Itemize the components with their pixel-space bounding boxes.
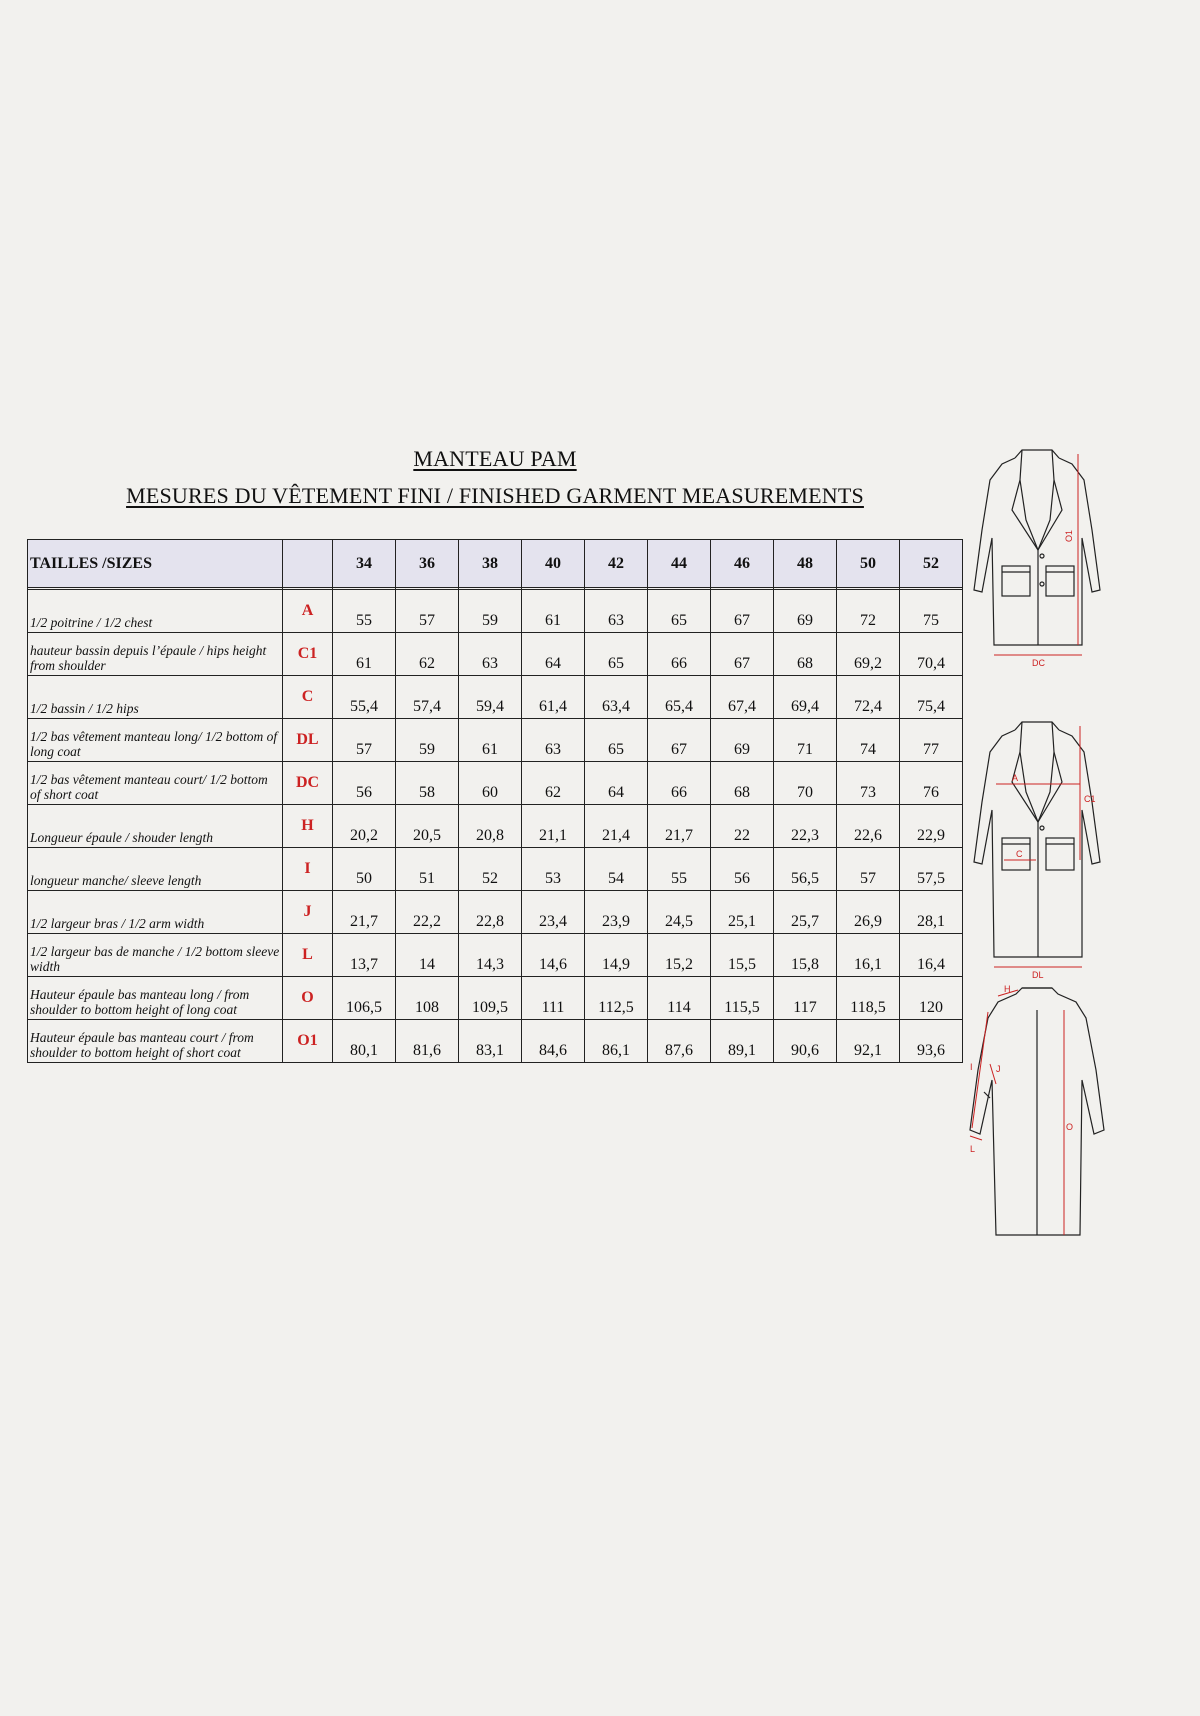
measurement-value: 59 bbox=[459, 590, 522, 633]
measurement-value: 22,6 bbox=[837, 805, 900, 848]
table-row bbox=[28, 676, 963, 719]
measurement-value: 61 bbox=[459, 719, 522, 762]
measurement-value: 14,9 bbox=[585, 934, 648, 977]
table-row bbox=[28, 1020, 963, 1063]
measurement-value: 70,4 bbox=[900, 633, 963, 676]
measurement-value: 22,9 bbox=[900, 805, 963, 848]
measurement-value: 83,1 bbox=[459, 1020, 522, 1063]
size-header: 46 bbox=[711, 540, 774, 588]
measurement-value: 120 bbox=[900, 977, 963, 1020]
measurement-value: 16,1 bbox=[837, 934, 900, 977]
size-header-row bbox=[28, 540, 963, 588]
measurement-label: 1/2 poitrine / 1/2 chest bbox=[28, 590, 283, 633]
measurement-value: 92,1 bbox=[837, 1020, 900, 1063]
measurement-value: 61 bbox=[333, 633, 396, 676]
measurement-value: 74 bbox=[837, 719, 900, 762]
measurement-value: 61,4 bbox=[522, 676, 585, 719]
measurement-value: 56 bbox=[333, 762, 396, 805]
i-measure-label: I bbox=[970, 1062, 973, 1072]
measurement-label: Hauteur épaule bas manteau long / from shoulder to bottom height of long coat bbox=[28, 977, 283, 1020]
measurement-label: Longueur épaule / shouder length bbox=[28, 805, 283, 848]
short-coat-front-diagram bbox=[960, 440, 1130, 675]
sizes-corner-label: TAILLES /SIZES bbox=[28, 540, 283, 588]
measurement-value: 22,3 bbox=[774, 805, 837, 848]
measurement-value: 21,7 bbox=[648, 805, 711, 848]
measurement-value: 15,5 bbox=[711, 934, 774, 977]
o-measure-label: O bbox=[1066, 1122, 1074, 1132]
table-row bbox=[28, 719, 963, 762]
table-row bbox=[28, 633, 963, 676]
measurement-label: 1/2 largeur bas de manche / 1/2 bottom sleeve width bbox=[28, 934, 283, 977]
measurement-value: 25,7 bbox=[774, 891, 837, 934]
measurement-value: 63 bbox=[585, 590, 648, 633]
measurement-value: 108 bbox=[396, 977, 459, 1020]
measurement-value: 53 bbox=[522, 848, 585, 891]
measurement-value: 14,6 bbox=[522, 934, 585, 977]
measurement-value: 25,1 bbox=[711, 891, 774, 934]
measurement-value: 118,5 bbox=[837, 977, 900, 1020]
size-header: 52 bbox=[900, 540, 963, 588]
measurement-value: 60 bbox=[459, 762, 522, 805]
measurement-value: 24,5 bbox=[648, 891, 711, 934]
size-header: 36 bbox=[396, 540, 459, 588]
measurement-value: 15,2 bbox=[648, 934, 711, 977]
page-title: MANTEAU PAM bbox=[413, 446, 577, 471]
size-chart-body bbox=[28, 588, 963, 1063]
size-header: 44 bbox=[648, 540, 711, 588]
measurement-value: 59 bbox=[396, 719, 459, 762]
o1-measure-label: O1 bbox=[1064, 529, 1074, 542]
measurement-value: 80,1 bbox=[333, 1020, 396, 1063]
measurement-value: 67 bbox=[648, 719, 711, 762]
measurement-code: C bbox=[283, 676, 333, 719]
measurement-value: 70 bbox=[774, 762, 837, 805]
measurement-value: 68 bbox=[711, 762, 774, 805]
measurement-value: 114 bbox=[648, 977, 711, 1020]
measurement-value: 57 bbox=[837, 848, 900, 891]
measurement-value: 16,4 bbox=[900, 934, 963, 977]
measurement-code: C1 bbox=[283, 633, 333, 676]
table-row bbox=[28, 590, 963, 633]
measurement-label: 1/2 bas vêtement manteau court/ 1/2 bottom of short coat bbox=[28, 762, 283, 805]
table-row bbox=[28, 762, 963, 805]
measurement-value: 72 bbox=[837, 590, 900, 633]
measurement-value: 117 bbox=[774, 977, 837, 1020]
measurement-value: 62 bbox=[396, 633, 459, 676]
measurement-value: 69 bbox=[774, 590, 837, 633]
a-measure-label: A bbox=[1012, 773, 1019, 783]
measurement-value: 21,4 bbox=[585, 805, 648, 848]
measurement-label: 1/2 bassin / 1/2 hips bbox=[28, 676, 283, 719]
measurement-value: 28,1 bbox=[900, 891, 963, 934]
measurement-value: 15,8 bbox=[774, 934, 837, 977]
measurement-value: 65 bbox=[648, 590, 711, 633]
table-row bbox=[28, 934, 963, 977]
c1-measure-label: C1 bbox=[1084, 794, 1096, 804]
measurement-value: 21,7 bbox=[333, 891, 396, 934]
measurement-value: 56 bbox=[711, 848, 774, 891]
dc-measure-label: DC bbox=[1032, 658, 1045, 668]
long-coat-front-diagram bbox=[960, 712, 1130, 987]
measurement-value: 65 bbox=[585, 633, 648, 676]
measurement-code: O1 bbox=[283, 1020, 333, 1063]
page-subtitle: MESURES DU VÊTEMENT FINI / FINISHED GARMENT MEASUREMENTS bbox=[126, 483, 864, 508]
measurement-value: 68 bbox=[774, 633, 837, 676]
measurement-value: 67 bbox=[711, 590, 774, 633]
measurement-value: 65,4 bbox=[648, 676, 711, 719]
size-header: 40 bbox=[522, 540, 585, 588]
size-header: 50 bbox=[837, 540, 900, 588]
measurement-value: 115,5 bbox=[711, 977, 774, 1020]
measurement-value: 14,3 bbox=[459, 934, 522, 977]
measurement-value: 66 bbox=[648, 762, 711, 805]
measurement-value: 22,8 bbox=[459, 891, 522, 934]
measurement-value: 51 bbox=[396, 848, 459, 891]
measurement-label: longueur manche/ sleeve length bbox=[28, 848, 283, 891]
h-measure-label: H bbox=[1004, 984, 1011, 994]
measurement-value: 106,5 bbox=[333, 977, 396, 1020]
measurement-code: I bbox=[283, 848, 333, 891]
measurement-value: 65 bbox=[585, 719, 648, 762]
measurement-value: 22 bbox=[711, 805, 774, 848]
measurement-value: 84,6 bbox=[522, 1020, 585, 1063]
measurement-value: 62 bbox=[522, 762, 585, 805]
measurement-value: 67,4 bbox=[711, 676, 774, 719]
measurement-value: 54 bbox=[585, 848, 648, 891]
measurement-value: 63,4 bbox=[585, 676, 648, 719]
measurement-value: 67 bbox=[711, 633, 774, 676]
measurement-value: 69,2 bbox=[837, 633, 900, 676]
size-header: 38 bbox=[459, 540, 522, 588]
measurement-value: 61 bbox=[522, 590, 585, 633]
measurement-value: 55 bbox=[648, 848, 711, 891]
measurement-label: 1/2 bas vêtement manteau long/ 1/2 bottom of long coat bbox=[28, 719, 283, 762]
measurement-code: J bbox=[283, 891, 333, 934]
measurement-value: 63 bbox=[522, 719, 585, 762]
measurement-value: 112,5 bbox=[585, 977, 648, 1020]
measurement-value: 86,1 bbox=[585, 1020, 648, 1063]
measurement-value: 20,8 bbox=[459, 805, 522, 848]
table-row bbox=[28, 848, 963, 891]
measurement-value: 57 bbox=[396, 590, 459, 633]
measurement-value: 22,2 bbox=[396, 891, 459, 934]
measurement-value: 73 bbox=[837, 762, 900, 805]
measurement-value: 50 bbox=[333, 848, 396, 891]
measurement-value: 64 bbox=[522, 633, 585, 676]
measurement-value: 90,6 bbox=[774, 1020, 837, 1063]
measurement-value: 14 bbox=[396, 934, 459, 977]
measurement-value: 57,4 bbox=[396, 676, 459, 719]
measurement-value: 93,6 bbox=[900, 1020, 963, 1063]
long-coat-back-diagram bbox=[960, 980, 1130, 1255]
measurement-value: 13,7 bbox=[333, 934, 396, 977]
measurement-value: 56,5 bbox=[774, 848, 837, 891]
measurement-label: hauteur bassin depuis l’épaule / hips height from shoulder bbox=[28, 633, 283, 676]
measurement-value: 23,4 bbox=[522, 891, 585, 934]
measurement-value: 77 bbox=[900, 719, 963, 762]
measurement-value: 59,4 bbox=[459, 676, 522, 719]
measurement-value: 81,6 bbox=[396, 1020, 459, 1063]
measurement-code: H bbox=[283, 805, 333, 848]
measurement-value: 57 bbox=[333, 719, 396, 762]
table-row bbox=[28, 805, 963, 848]
dl-measure-label: DL bbox=[1032, 970, 1044, 980]
measurement-value: 109,5 bbox=[459, 977, 522, 1020]
j-measure-label: J bbox=[996, 1064, 1001, 1074]
measurement-value: 71 bbox=[774, 719, 837, 762]
measurement-code: DL bbox=[283, 719, 333, 762]
measurement-value: 23,9 bbox=[585, 891, 648, 934]
l-measure-label: L bbox=[970, 1144, 976, 1154]
measurement-value: 76 bbox=[900, 762, 963, 805]
size-header: 42 bbox=[585, 540, 648, 588]
measurement-value: 26,9 bbox=[837, 891, 900, 934]
measurement-code: A bbox=[283, 590, 333, 633]
measurement-label: 1/2 largeur bras / 1/2 arm width bbox=[28, 891, 283, 934]
measurement-value: 69,4 bbox=[774, 676, 837, 719]
measurement-value: 55 bbox=[333, 590, 396, 633]
measurement-value: 111 bbox=[522, 977, 585, 1020]
measurement-label: Hauteur épaule bas manteau court / from shoulder to bottom height of short coat bbox=[28, 1020, 283, 1063]
c-measure-label: C bbox=[1016, 849, 1023, 859]
measurement-value: 69 bbox=[711, 719, 774, 762]
size-header: 48 bbox=[774, 540, 837, 588]
size-chart-table bbox=[27, 539, 963, 1063]
measurement-value: 72,4 bbox=[837, 676, 900, 719]
measurement-value: 87,6 bbox=[648, 1020, 711, 1063]
size-header: 34 bbox=[333, 540, 396, 588]
measurement-value: 20,2 bbox=[333, 805, 396, 848]
code-header-cell bbox=[283, 540, 333, 588]
measurement-value: 21,1 bbox=[522, 805, 585, 848]
table-row bbox=[28, 891, 963, 934]
measurement-value: 55,4 bbox=[333, 676, 396, 719]
measurement-value: 58 bbox=[396, 762, 459, 805]
measurement-value: 75,4 bbox=[900, 676, 963, 719]
measurement-value: 57,5 bbox=[900, 848, 963, 891]
measurement-code: DC bbox=[283, 762, 333, 805]
measurement-value: 89,1 bbox=[711, 1020, 774, 1063]
measurement-value: 75 bbox=[900, 590, 963, 633]
measurement-value: 64 bbox=[585, 762, 648, 805]
table-row bbox=[28, 977, 963, 1020]
measurement-code: L bbox=[283, 934, 333, 977]
measurement-value: 63 bbox=[459, 633, 522, 676]
measurement-value: 52 bbox=[459, 848, 522, 891]
measurement-value: 20,5 bbox=[396, 805, 459, 848]
measurement-code: O bbox=[283, 977, 333, 1020]
measurement-value: 66 bbox=[648, 633, 711, 676]
